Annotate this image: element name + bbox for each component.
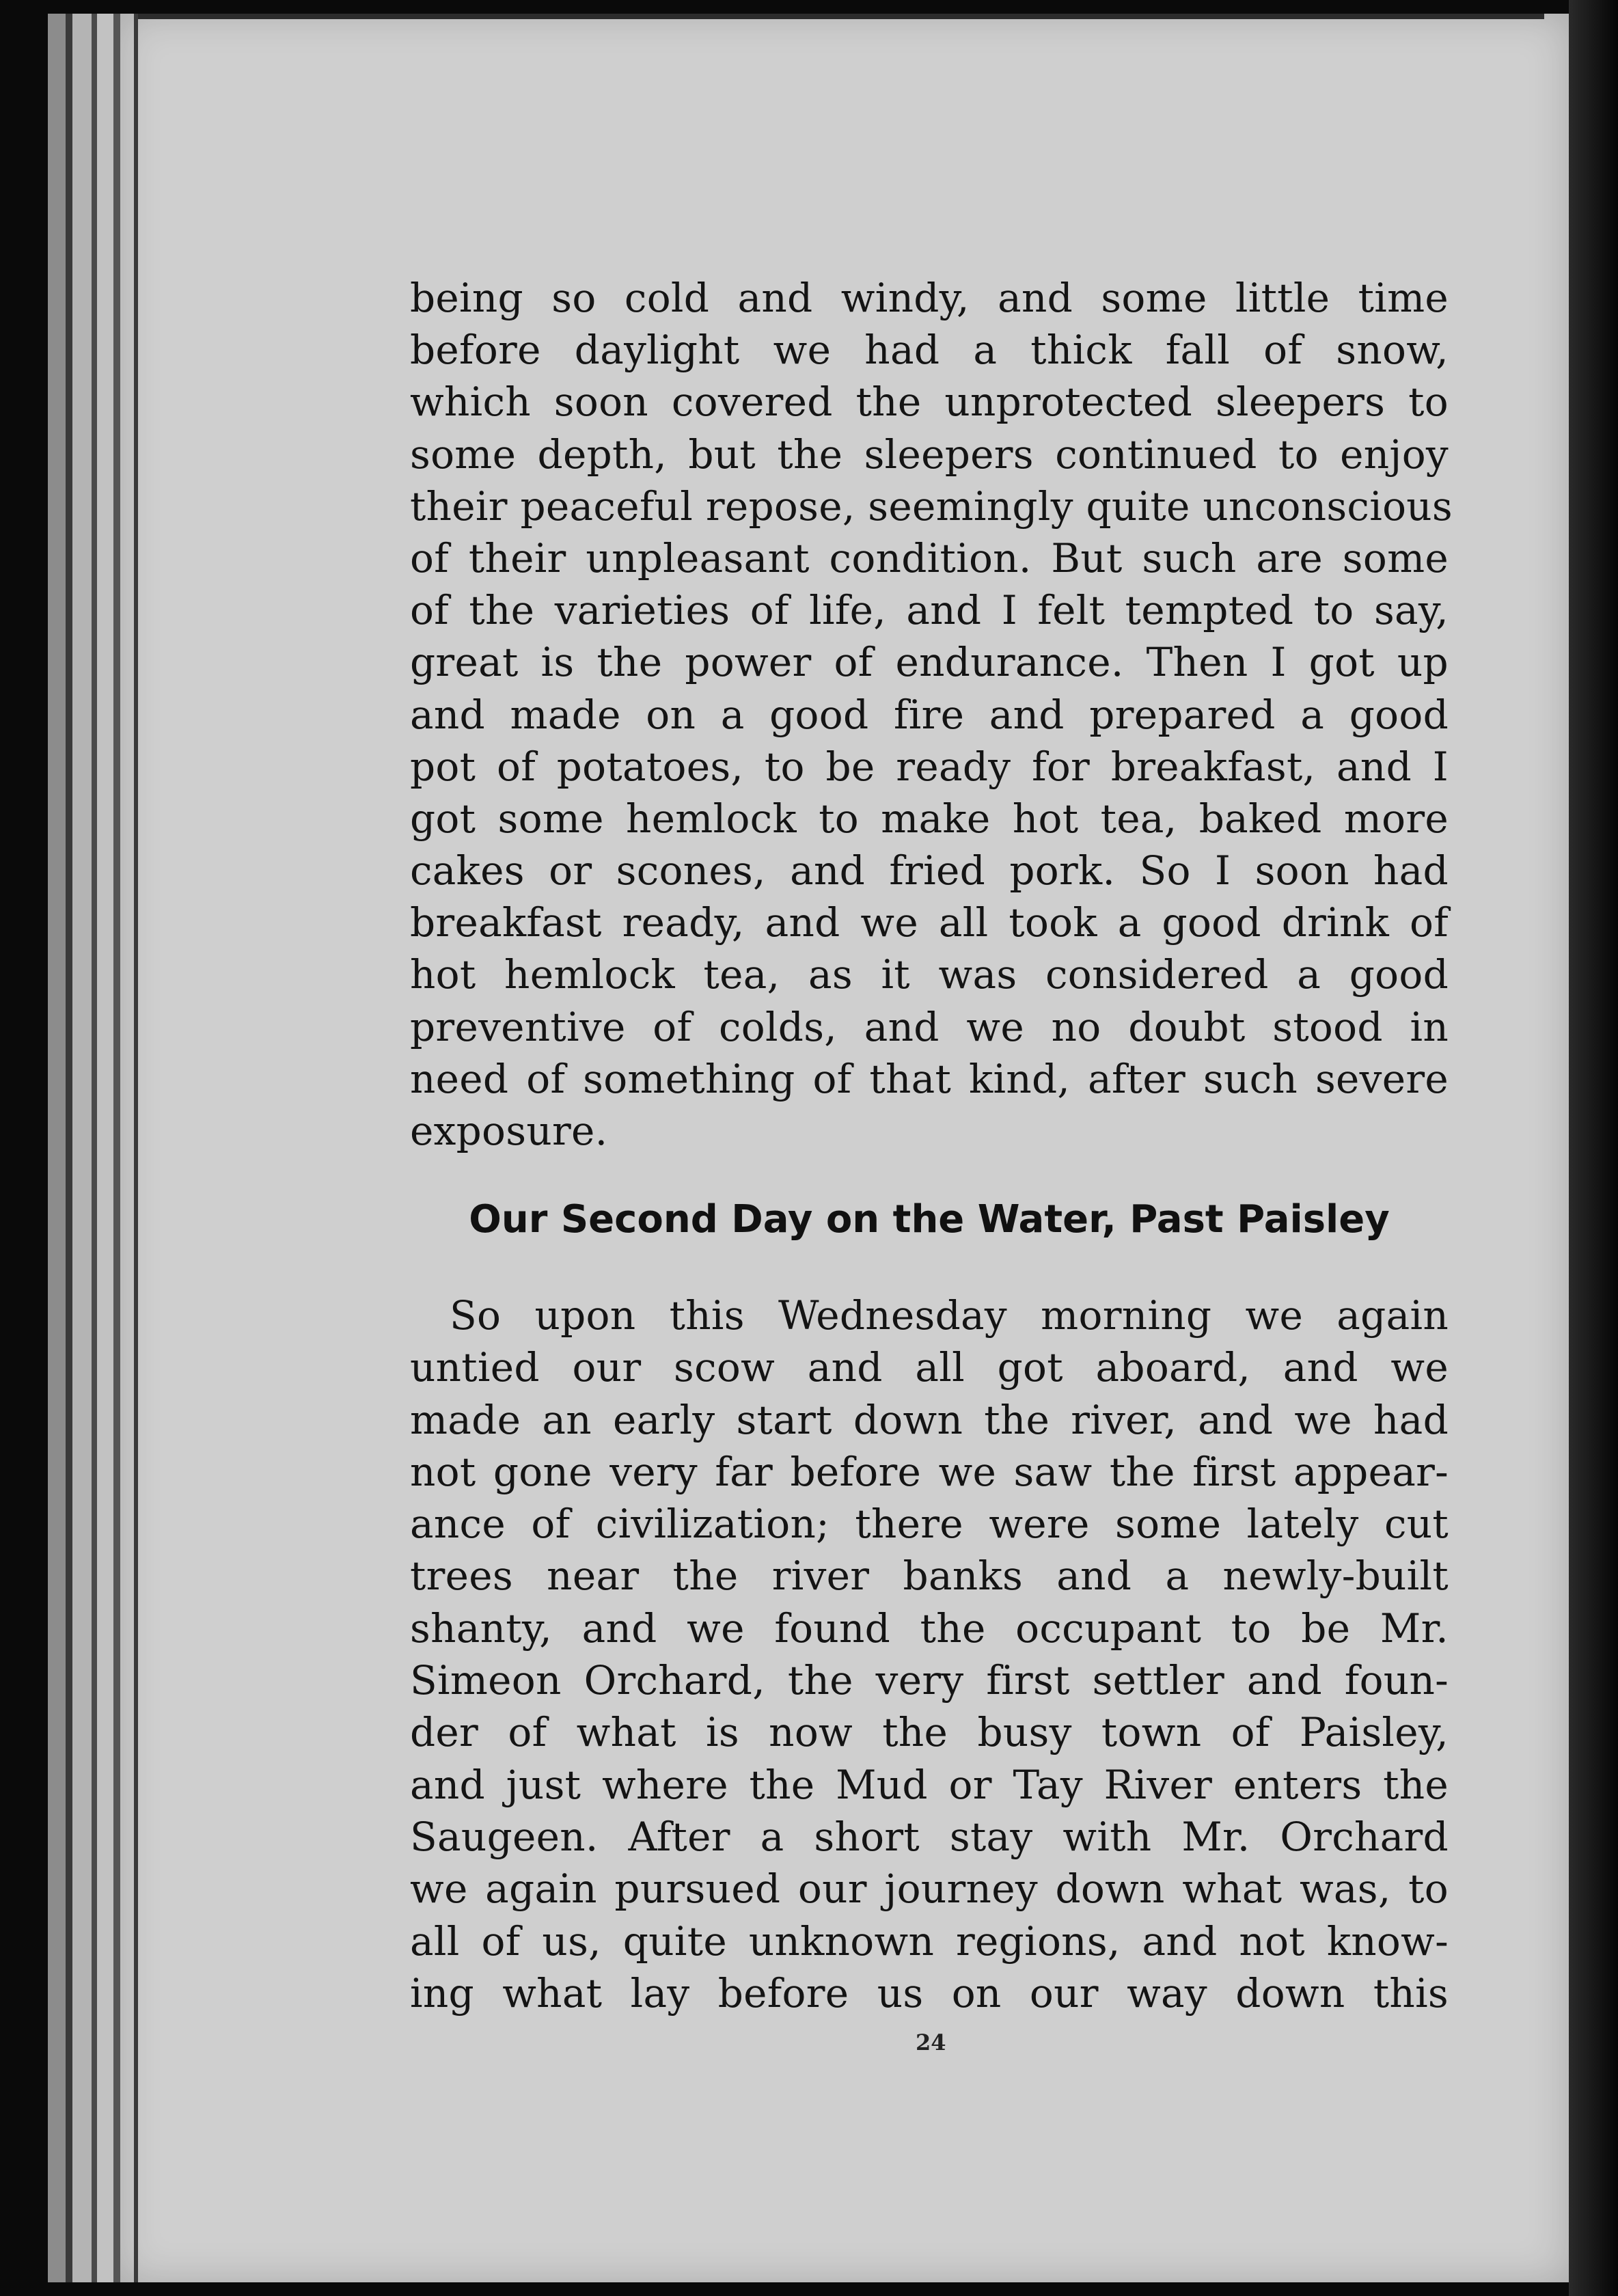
page-edge (48, 14, 66, 2282)
text-line: cakes or scones, and fried pork. So I soon had (410, 847, 1449, 894)
page-number: 24 (916, 2030, 946, 2055)
text-line: of the varieties of life, and I felt tempted to say, (410, 587, 1449, 634)
text-line: der of what is now the busy town of Paisley, (410, 1709, 1449, 1756)
text-line: great is the power of endurance. Then I got up (410, 639, 1449, 686)
text-line: shanty, and we found the occupant to be Mr. (410, 1604, 1449, 1652)
text-line: untied our scow and all got aboard, and we (410, 1344, 1449, 1391)
text-line: of their unpleasant condition. But such are some (410, 534, 1449, 582)
text-line: all of us, quite unknown regions, and not know- (410, 1917, 1449, 1965)
text-line: trees near the river banks and a newly-built (410, 1553, 1449, 1600)
text-line: exposure. (410, 1108, 608, 1154)
page-edge (92, 14, 97, 2282)
page-top-border (137, 14, 1544, 19)
text-line: got some hemlock to make hot tea, baked more (410, 795, 1449, 842)
text-line: preventive of colds, and we no doubt stood in (410, 1003, 1449, 1050)
section-heading: Our Second Day on the Water, Past Paisley (469, 1197, 1390, 1242)
text-line: not gone very far before we saw the first appear- (410, 1448, 1449, 1495)
page-edge (66, 14, 72, 2282)
page-edge (113, 14, 120, 2282)
text-line: pot of potatoes, to be ready for breakfast, and I (410, 743, 1449, 790)
text-line: their peaceful repose, seemingly quite unconscious (410, 482, 1453, 530)
text-line: and just where the Mud or Tay River enters the (410, 1761, 1449, 1808)
text-line: before daylight we had a thick fall of snow, (410, 327, 1449, 374)
page-edge (72, 14, 92, 2282)
text-line: need of something of that kind, after such severe (410, 1055, 1449, 1102)
page-left-border (134, 14, 138, 2282)
paragraph-continued (410, 272, 1453, 1157)
text-line: Saugeen. After a short stay with Mr. Orchard (410, 1813, 1449, 1860)
text-line: breakfast ready, and we all took a good drink of (410, 899, 1449, 946)
text-line: and made on a good fire and prepared a good (410, 691, 1449, 738)
text-line: some depth, but the sleepers continued to enjoy (410, 430, 1449, 478)
text-line: So upon this Wednesday morning we again (450, 1292, 1449, 1339)
text-line: being so cold and windy, and some little time (410, 275, 1449, 321)
text-line: hot hemlock tea, as it was considered a good (410, 951, 1449, 998)
binding-shadow (1569, 0, 1618, 2296)
page-edge (97, 14, 113, 2282)
text-line: ing what lay before us on our way down this (410, 1969, 1449, 2017)
text-line: we again pursued our journey down what was, to (410, 1866, 1449, 1913)
text-line: Simeon Orchard, the very first settler and foun- (410, 1657, 1449, 1704)
text-line: ance of civilization; there were some lately cut (410, 1501, 1449, 1548)
paragraph-section (410, 1289, 1449, 2019)
text-line: which soon covered the unprotected sleepers to (410, 379, 1449, 426)
text-line: made an early start down the river, and we had (410, 1396, 1449, 1443)
